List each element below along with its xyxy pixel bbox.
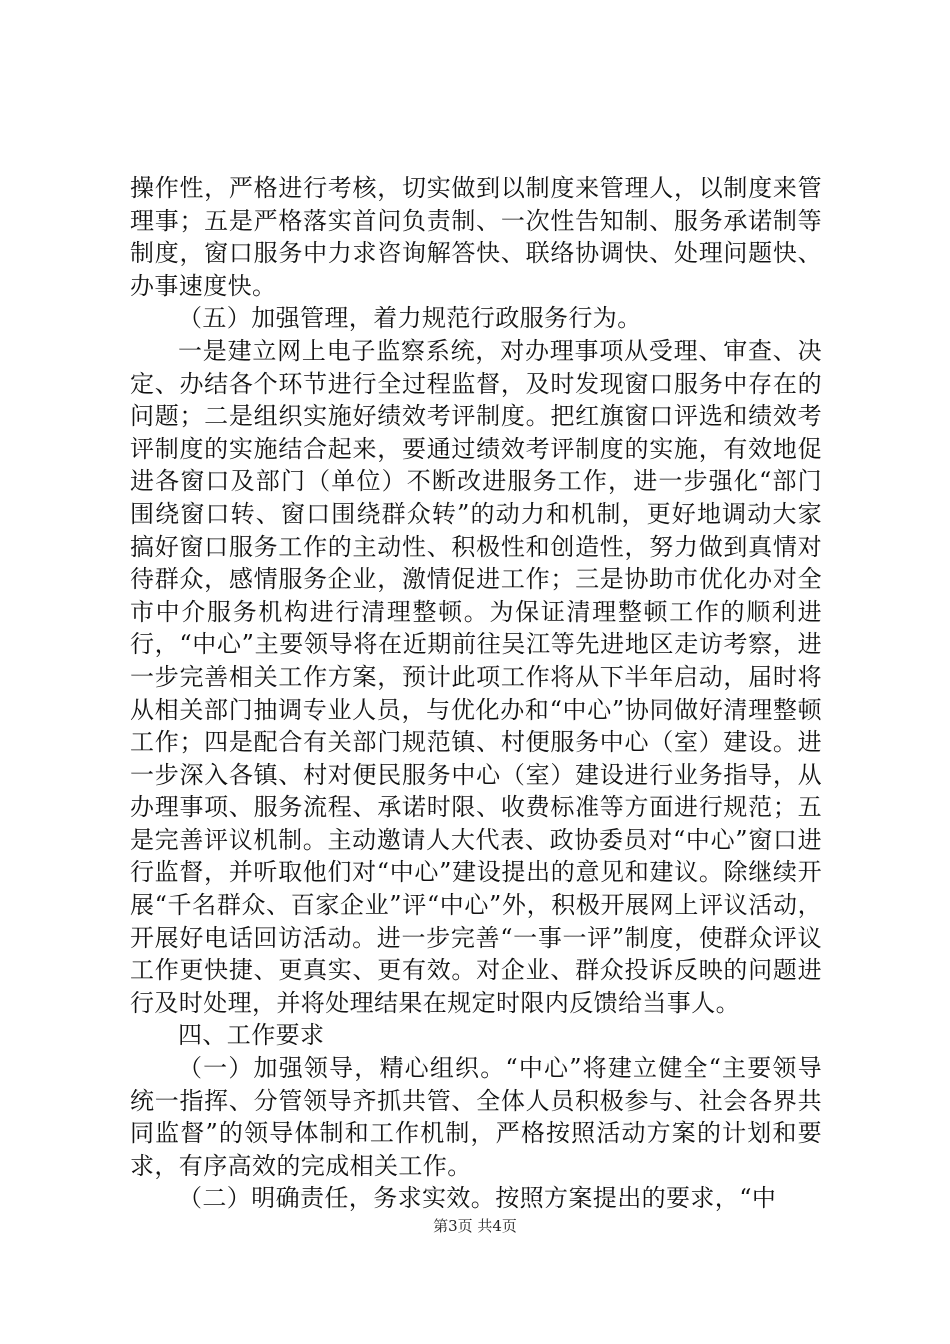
paragraph-requirement-1: （一）加强领导，精心组织。“中心”将建立健全“主要领导统一指挥、分管领导齐抓共管、全体人员积极参与、社会各界共同监督”的领导体制和工作机制，严格按照活动方案的计划和要求，有序高效的完成相关工作。 <box>130 1054 822 1180</box>
page-footer: 第3页 共4页 <box>433 1217 517 1235</box>
paragraph-requirement-2: （二）明确责任，务求实效。按照方案提出的要求，“中 <box>178 1184 777 1213</box>
paragraph-continuation: 操作性，严格进行考核，切实做到以制度来管理人，以制度来管理事；五是严格落实首问负责制、一次性告知制、服务承诺制等制度，窗口服务中力求咨询解答快、联络协调快、处理问题快、办事速度快。 <box>130 174 822 300</box>
section-heading-work-requirements: 四、工作要求 <box>178 1021 325 1050</box>
body-text <box>130 172 822 1215</box>
paragraph-body: 一是建立网上电子监察系统，对办理事项从受理、审查、决定、办结各个环节进行全过程监督，及时发现窗口服务中存在的问题；二是组织实施好绩效考评制度。把红旗窗口评选和绩效考评制度的实施结合起来，要通过绩效考评制度的实施，有效地促进各窗口及部门（单位）不断改进服务工作，进一步强化“部门围绕窗口转、窗口围绕群众转”的动力和机制，更好地调动大家搞好窗口服务工作的主动性、积极性和创造性，努力做到真情对待群众，感情服务企业，激情促进工作；三是协助市优化办对全市中介服务机构进行清理整顿。为保证清理整顿工作的顺利进行，“中心”主要领导将在近期前往吴江等先进地区走访考察，进一步完善相关工作方案，预计此项工作将从下半年启动，届时将从相关部门抽调专业人员，与优化办和“中心”协同做好清理整顿工作；四是配合有关部门规范镇、村便服务中心（室）建设。进一步深入各镇、村对便民服务中心（室）建设进行业务指导，从办理事项、服务流程、承诺时限、收费标准等方面进行规范；五是完善评议机制。主动邀请人大代表、政协委员对“中心”窗口进行监督，并听取他们对“中心”建设提出的意见和建议。除继续开展“千名群众、百家企业”评“中心”外，积极开展网上评议活动，开展好电话回访活动。进一步完善“一事一评”制度，使群众评议工作更快捷、更真实、更有效。对企业、群众投诉反映的问题进行及时处理，并将处理结果在规定时限内反馈给当事人。 <box>130 336 822 1017</box>
section-heading-5: （五）加强管理，着力规范行政服务行为。 <box>178 304 642 333</box>
